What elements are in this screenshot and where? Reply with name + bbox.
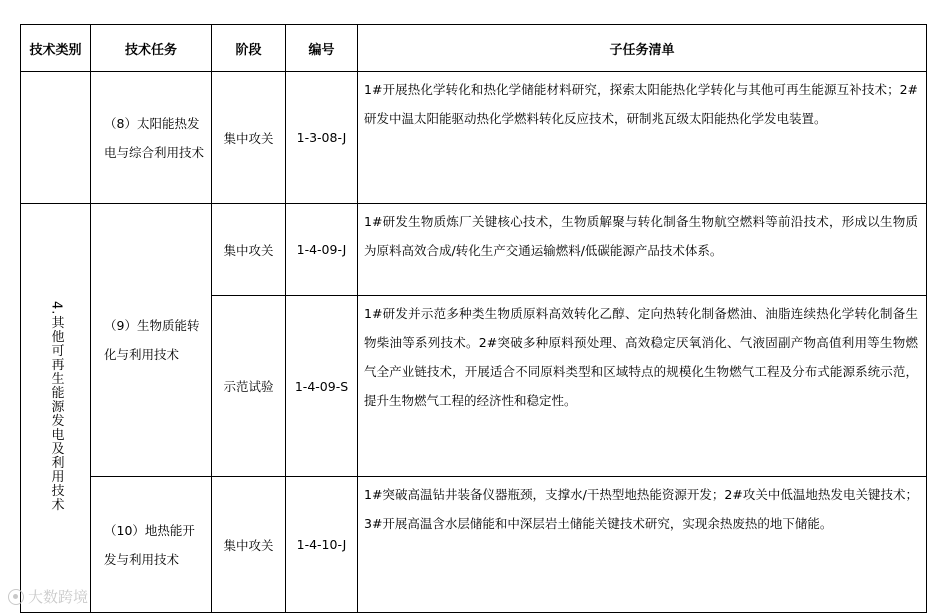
subtasks-cell: 1#突破高温钻井装备仪器瓶颈，支撑水/干热型地热能资源开发；2#攻关中低温地热发电关键技术；3#开展高温含水层储能和中深层岩土储能关键技术研究，实现余热废热的地下储能。 xyxy=(358,477,927,613)
header-category: 技术类别 xyxy=(21,25,91,72)
subtasks-cell: 1#开展热化学转化和热化学储能材料研究，探索太阳能热化学转化与其他可再生能源互补技术；2#研发中温太阳能驱动热化学燃料转化反应技术，研制兆瓦级太阳能热化学发电装置。 xyxy=(358,72,927,204)
tech-task-table xyxy=(20,24,927,613)
watermark xyxy=(8,586,88,607)
code-cell: 1-4-09-S xyxy=(286,296,358,477)
category-cell-empty xyxy=(21,72,91,204)
category-cell xyxy=(21,204,91,613)
header-subtasks: 子任务清单 xyxy=(358,25,927,72)
table-row xyxy=(21,204,927,296)
code-cell: 1-4-09-J xyxy=(286,204,358,296)
header-stage: 阶段 xyxy=(212,25,286,72)
stage-cell: 示范试验 xyxy=(212,296,286,477)
subtasks-cell: 1#研发生物质炼厂关键核心技术，生物质解聚与转化制备生物航空燃料等前沿技术，形成以生物质为原料高效合成/转化生产交通运输燃料/低碳能源产品技术体系。 xyxy=(358,204,927,296)
table-row xyxy=(21,477,927,613)
code-cell: 1-4-10-J xyxy=(286,477,358,613)
header-code: 编号 xyxy=(286,25,358,72)
task-cell: （9）生物质能转化与利用技术 xyxy=(91,204,212,477)
task-cell: （8）太阳能热发电与综合利用技术 xyxy=(91,72,212,204)
code-cell: 1-3-08-J xyxy=(286,72,358,204)
header-task: 技术任务 xyxy=(91,25,212,72)
stage-cell: 集中攻关 xyxy=(212,72,286,204)
stage-cell: 集中攻关 xyxy=(212,204,286,296)
subtasks-cell: 1#研发并示范多种类生物质原料高效转化乙醇、定向热转化制备燃油、油脂连续热化学转化制备生物柴油等系列技术。2#突破多种原料预处理、高效稳定厌氧消化、气液固副产物高值利用等生物燃气全产业链技术，开展适合不同原料类型和区域特点的规模化生物燃气工程及分布式能源系统示范，提升生物燃气工程的经济性和稳定性。 xyxy=(358,296,927,477)
watermark-logo-icon xyxy=(8,589,24,605)
category-label: 4.其他可再生能源发电及利用技术 xyxy=(48,301,64,512)
table-header-row xyxy=(21,25,927,72)
watermark-text: 大数跨境 xyxy=(28,588,89,606)
stage-cell: 集中攻关 xyxy=(212,477,286,613)
table-row xyxy=(21,72,927,204)
task-cell: （10）地热能开发与利用技术 xyxy=(91,477,212,613)
